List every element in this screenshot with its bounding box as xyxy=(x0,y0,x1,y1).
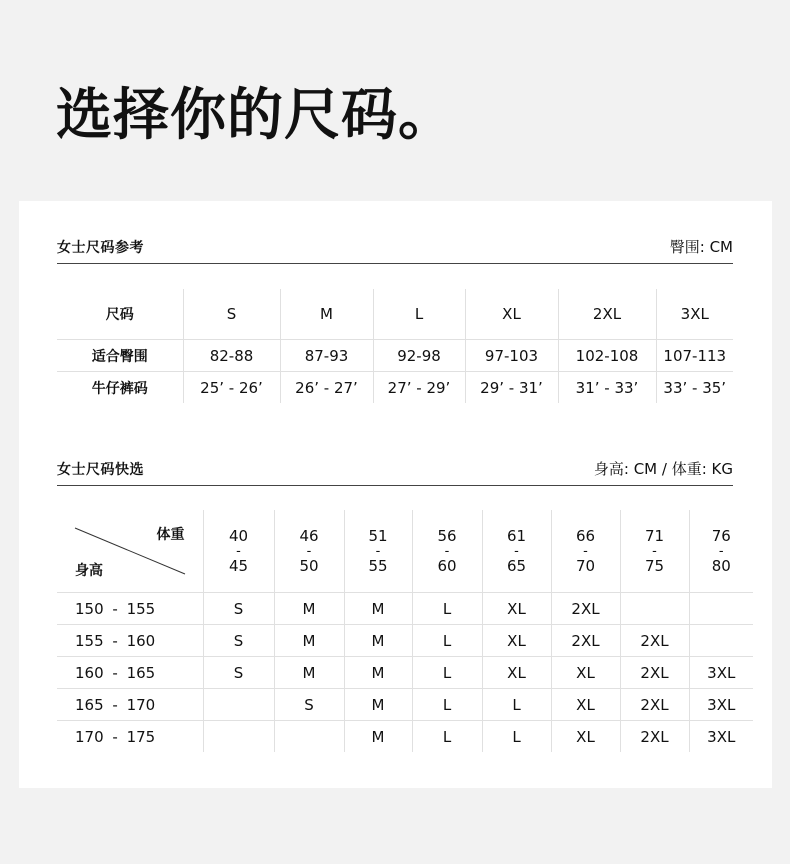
table-cell: 87-93 xyxy=(280,340,373,372)
size-reference-header xyxy=(57,231,733,264)
table-cell: 102-108 xyxy=(558,340,656,372)
weight-to: 55 xyxy=(368,556,388,575)
table-cell: L xyxy=(412,689,482,721)
weight-dash: - xyxy=(306,543,312,559)
table-cell: 3XL xyxy=(689,657,753,689)
size-chart-card xyxy=(19,201,772,788)
size-header-row xyxy=(57,289,733,340)
weight-header-cell xyxy=(274,510,344,593)
table-cell: 3XL xyxy=(689,721,753,753)
size-header-label: 尺码 xyxy=(57,289,183,340)
row-label: 牛仔裤码 xyxy=(91,380,148,397)
weight-dash: - xyxy=(375,543,381,559)
weight-from: 61 xyxy=(506,526,527,545)
table-cell: 33’ - 35’ xyxy=(656,372,733,404)
table-cell: 2XL xyxy=(620,689,689,721)
table-cell: 31’ - 33’ xyxy=(558,372,656,404)
table-cell: XL xyxy=(482,625,551,657)
page-title: 选择你的尺码。 xyxy=(56,83,455,148)
size-header-cell: M xyxy=(280,289,373,340)
weight-header-row xyxy=(57,510,753,593)
table-cell: L xyxy=(412,657,482,689)
weight-header-cell xyxy=(344,510,412,593)
weight-to: 50 xyxy=(299,556,319,575)
table-cell: 2XL xyxy=(551,593,620,625)
table-row xyxy=(57,340,733,372)
weight-header-cell xyxy=(203,510,274,593)
table-cell: M xyxy=(344,689,412,721)
weight-dash: - xyxy=(236,543,241,559)
table-cell: M xyxy=(344,593,412,625)
table-cell xyxy=(689,625,753,657)
weight-dash: - xyxy=(652,543,657,559)
table-cell: S xyxy=(203,625,274,657)
weight-to: 75 xyxy=(644,556,665,575)
table-cell xyxy=(203,689,274,721)
table-row xyxy=(57,593,753,625)
table-cell xyxy=(620,593,689,625)
table-cell: M xyxy=(274,625,344,657)
table-cell: L xyxy=(482,721,551,753)
table-cell: 107-113 xyxy=(656,340,733,372)
table-cell: 29’ - 31’ xyxy=(465,372,558,404)
weight-header-cell xyxy=(620,510,689,593)
weight-dash: - xyxy=(583,543,588,559)
table-cell: L xyxy=(412,593,482,625)
weight-to: 80 xyxy=(711,556,731,575)
table-row xyxy=(57,657,753,689)
weight-from: 56 xyxy=(437,526,457,545)
quick-pick-header xyxy=(57,453,733,486)
weight-header-cell xyxy=(482,510,551,593)
table-cell: XL xyxy=(551,657,620,689)
table-cell: 2XL xyxy=(551,625,620,657)
weight-to: 65 xyxy=(506,556,527,575)
table-cell: S xyxy=(203,593,274,625)
table-cell: M xyxy=(274,593,344,625)
weight-header-cell xyxy=(689,510,753,593)
height-axis-label: 身高 xyxy=(75,563,103,579)
table-cell: XL xyxy=(482,593,551,625)
table-cell: L xyxy=(412,721,482,753)
quick-pick-heading: 女士尺码快选 xyxy=(57,462,144,478)
weight-from: 76 xyxy=(711,526,731,545)
table-cell: 2XL xyxy=(620,657,689,689)
table-cell xyxy=(203,721,274,753)
height-range-label: 155 - 160 xyxy=(57,625,203,657)
height-range-label: 150 - 155 xyxy=(57,593,203,625)
table-cell: 26’ - 27’ xyxy=(280,372,373,404)
table-cell: L xyxy=(482,689,551,721)
row-label: 适合臀围 xyxy=(57,340,183,372)
weight-to: 60 xyxy=(437,556,457,575)
quick-pick-unit: 身高: CM / 体重: KG xyxy=(593,460,733,478)
table-cell xyxy=(274,721,344,753)
size-reference-unit: 臀围: CM xyxy=(669,238,733,256)
weight-header-cell xyxy=(551,510,620,593)
table-cell: L xyxy=(412,625,482,657)
size-reference-heading: 女士尺码参考 xyxy=(57,240,144,256)
table-cell: M xyxy=(344,625,412,657)
weight-dash: - xyxy=(444,543,450,559)
size-header-cell: 3XL xyxy=(656,289,733,340)
table-cell: 92-98 xyxy=(373,340,465,372)
table-cell: M xyxy=(274,657,344,689)
table-cell: XL xyxy=(551,689,620,721)
height-range-label: 170 - 175 xyxy=(75,727,156,746)
weight-from: 71 xyxy=(644,526,665,545)
table-row xyxy=(57,625,753,657)
weight-axis-label: 体重 xyxy=(156,527,185,543)
table-cell: XL xyxy=(482,657,551,689)
weight-dash: - xyxy=(718,543,724,559)
table-cell: 3XL xyxy=(689,689,753,721)
diagonal-header-cell xyxy=(57,510,203,593)
weight-from: 46 xyxy=(299,526,319,545)
table-row xyxy=(57,689,753,721)
size-reference-table xyxy=(57,289,733,403)
height-range-label: 165 - 170 xyxy=(57,689,203,721)
height-range-label: 160 - 165 xyxy=(57,657,203,689)
table-cell: S xyxy=(274,689,344,721)
quick-pick-table xyxy=(57,510,753,752)
table-cell: 27’ - 29’ xyxy=(373,372,465,404)
table-cell: 2XL xyxy=(620,625,689,657)
table-cell: 97-103 xyxy=(465,340,558,372)
table-row xyxy=(57,721,753,753)
weight-from: 51 xyxy=(368,526,388,545)
weight-to: 45 xyxy=(228,556,249,575)
weight-dash: - xyxy=(514,543,519,559)
table-cell xyxy=(689,593,753,625)
size-header-cell: L xyxy=(373,289,465,340)
weight-from: 66 xyxy=(575,526,596,545)
size-header-cell: XL xyxy=(465,289,558,340)
size-header-cell: S xyxy=(183,289,280,340)
weight-header-cell xyxy=(412,510,482,593)
weight-from: 40 xyxy=(228,526,249,545)
weight-to: 70 xyxy=(575,556,596,575)
table-cell: 82-88 xyxy=(183,340,280,372)
table-cell: XL xyxy=(551,721,620,753)
table-row xyxy=(57,372,733,404)
table-cell: S xyxy=(203,657,274,689)
size-header-cell: 2XL xyxy=(558,289,656,340)
table-cell: M xyxy=(344,721,412,753)
table-cell: 2XL xyxy=(620,721,689,753)
table-cell: 25’ - 26’ xyxy=(183,372,280,404)
table-cell: M xyxy=(344,657,412,689)
